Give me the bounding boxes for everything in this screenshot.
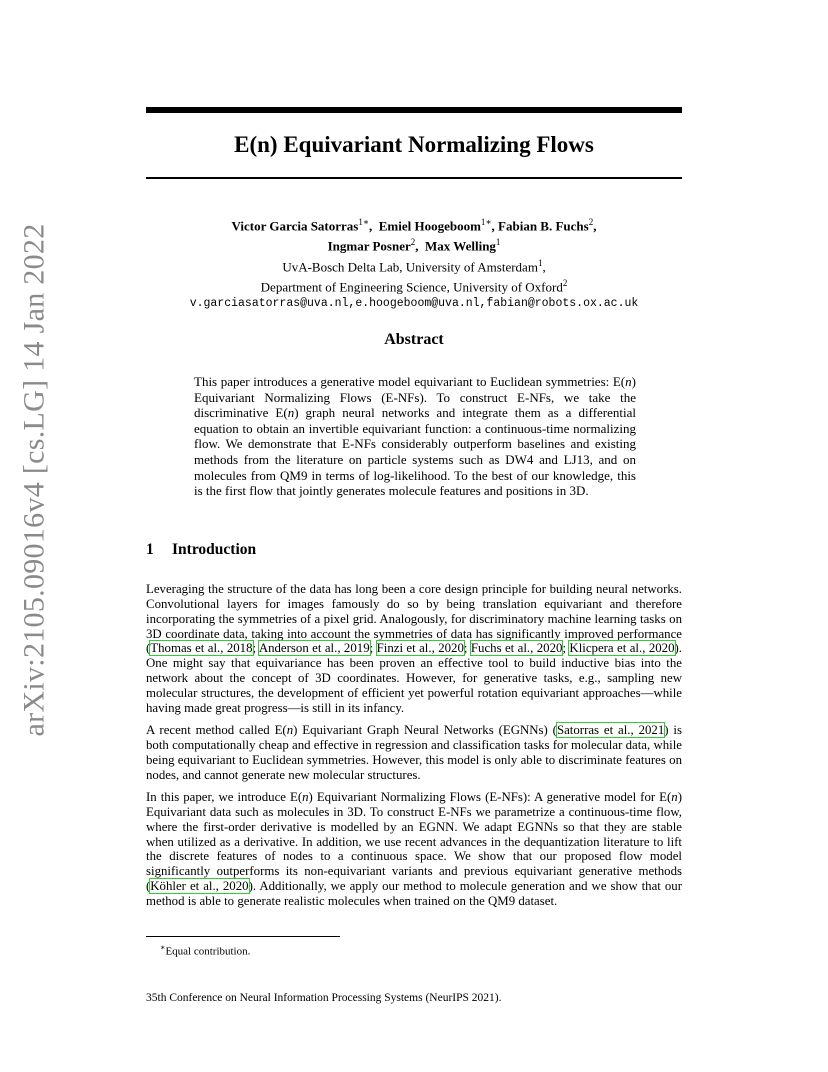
abstract-text: This paper introduces a generative model equivariant to Euclidean symmetries: E(n) Equivariant Normalizing Flows (E-NFs). To construct E-NFs, we take the discriminative E(n) graph neural networks and integrate them as a differential equation to obtain an invertible equivariant function: a continuous-time normalizing flow. We demonstrate that E-NFs considerably outperform baselines and existing methods from the literature on particle systems such as DW4 and LJ13, and on molecules from QM9 in terms of log-likelihood. To the best of our knowledge, this is the first flow that jointly generates molecule features and positions in 3D. [194, 374, 636, 499]
abstract-heading: Abstract [384, 331, 444, 348]
footnote-mark: ∗ [160, 943, 166, 952]
section-number: 1 [146, 541, 154, 558]
venue-line: 35th Conference on Neural Information Processing Systems (NeurIPS 2021). [146, 992, 502, 1004]
footnote [160, 941, 250, 959]
citation-link[interactable]: Finzi et al., 2020 [376, 641, 464, 656]
author-mark: 2 [588, 217, 594, 227]
footnote-rule [146, 936, 340, 937]
citation-link[interactable]: Satorras et al., 2021 [556, 723, 665, 738]
paragraph: A recent method called E(n) Equivariant Graph Neural Networks (EGNNs) (Satorras et al., 2021) is both computationally cheap and effective in regression and classification tasks for molecular data, while being equivariant to Euclidean symmetries. However, this model is only able to discriminate features on nodes, and cannot generate new molecular structures. [146, 723, 682, 782]
citation-link[interactable]: Thomas et al., 2018 [150, 641, 253, 656]
section-title: Introduction [172, 541, 257, 558]
author-name: Emiel Hoogeboom [378, 218, 481, 234]
citation-link[interactable]: Fuchs et al., 2020 [470, 641, 563, 656]
title-bottom-rule [146, 177, 682, 179]
citation-link[interactable]: Klicpera et al., 2020 [569, 641, 675, 656]
author-mark: 2 [410, 237, 416, 248]
author-block [146, 214, 682, 312]
author-name: Victor Garcia Satorras [231, 218, 359, 234]
footnote-text: Equal contribution. [165, 945, 251, 958]
paper-title: E(n) Equivariant Normalizing Flows [234, 132, 594, 157]
citation-link[interactable]: Köhler et al., 2020 [150, 879, 249, 894]
arxiv-id: arXiv:2105.09016v4 [cs.LG] 14 Jan 2022 [17, 223, 50, 737]
author-names-line2: Ingmar Posner$^2$, Max Welling$^1$ [327, 237, 501, 254]
author-emails: v.garciasatorras@uva.nl,e.hoogeboom@uva.nl,fabian@robots.ox.ac.uk [189, 297, 639, 311]
paragraph: Leveraging the structure of the data has long been a core design principle for building neural networks. Convolutional layers for images famously do so by being translation equivariant and therefore incorporating the symmetries of a pixel grid. Analogously, for discriminatory machine learning tasks on 3D coordinate data, taking into account the symmetries of data has significantly improved performance (Thomas et al., 2018; Anderson et al., 2019; Finzi et al., 2020; Fuchs et al., 2020; Klicpera et al., 2020). One might say that equivariance has been proven an effective tool to build inductive bias into the network about the concept of 3D coordinates. However, for generative tasks, e.g., sampling new molecular structures, the development of efficient yet powerful rotation equivariant approaches—while having made great progress—is still in its infancy. [146, 582, 683, 715]
author-mark: 1∗ [480, 217, 492, 227]
arxiv-stamp [12, 223, 56, 737]
section-heading-introduction [146, 540, 256, 560]
author-name: Ingmar Posner [327, 238, 411, 254]
title-top-rule [146, 107, 682, 113]
citation-link[interactable]: Anderson et al., 2019 [258, 641, 370, 656]
paragraph: In this paper, we introduce E(n) Equivariant Normalizing Flows (E-NFs): A generative model for E(n) Equivariant data such as molecules in 3D. To construct E-NFs we parametrize a continuous-time flow, where the first-order derivative is modelled by an EGNN. We adapt EGNNs so that they are stable when utilized as a derivative. In addition, we use recent advances in the dequantization literature to lift the discrete features of nodes to a continuous space. We show that our proposed flow model significantly outperforms its non-equivariant variants and previous equivariant generative methods (Köhler et al., 2020). Additionally, we apply our method to molecule generation and we show that our method is able to generate realistic molecules when trained on the QM9 dataset. [146, 789, 682, 908]
author-name: Fabian B. Fuchs [498, 218, 589, 234]
author-names-line1: Victor Garcia Satorras$^{1∗}$, Emiel Hoogeboom$^{1∗}$, Fabian B. Fuchs$^2$, [231, 217, 597, 234]
author-mark: 1∗ [358, 217, 369, 227]
author-name: Max Welling [425, 238, 496, 254]
affiliation-1: UvA-Bosch Delta Lab, University of Amsterdam$^1$, [282, 257, 546, 274]
author-mark: 1 [495, 237, 501, 248]
affiliation-2: Department of Engineering Science, University of Oxford$^2$ [260, 277, 568, 295]
introduction-body [146, 582, 682, 916]
